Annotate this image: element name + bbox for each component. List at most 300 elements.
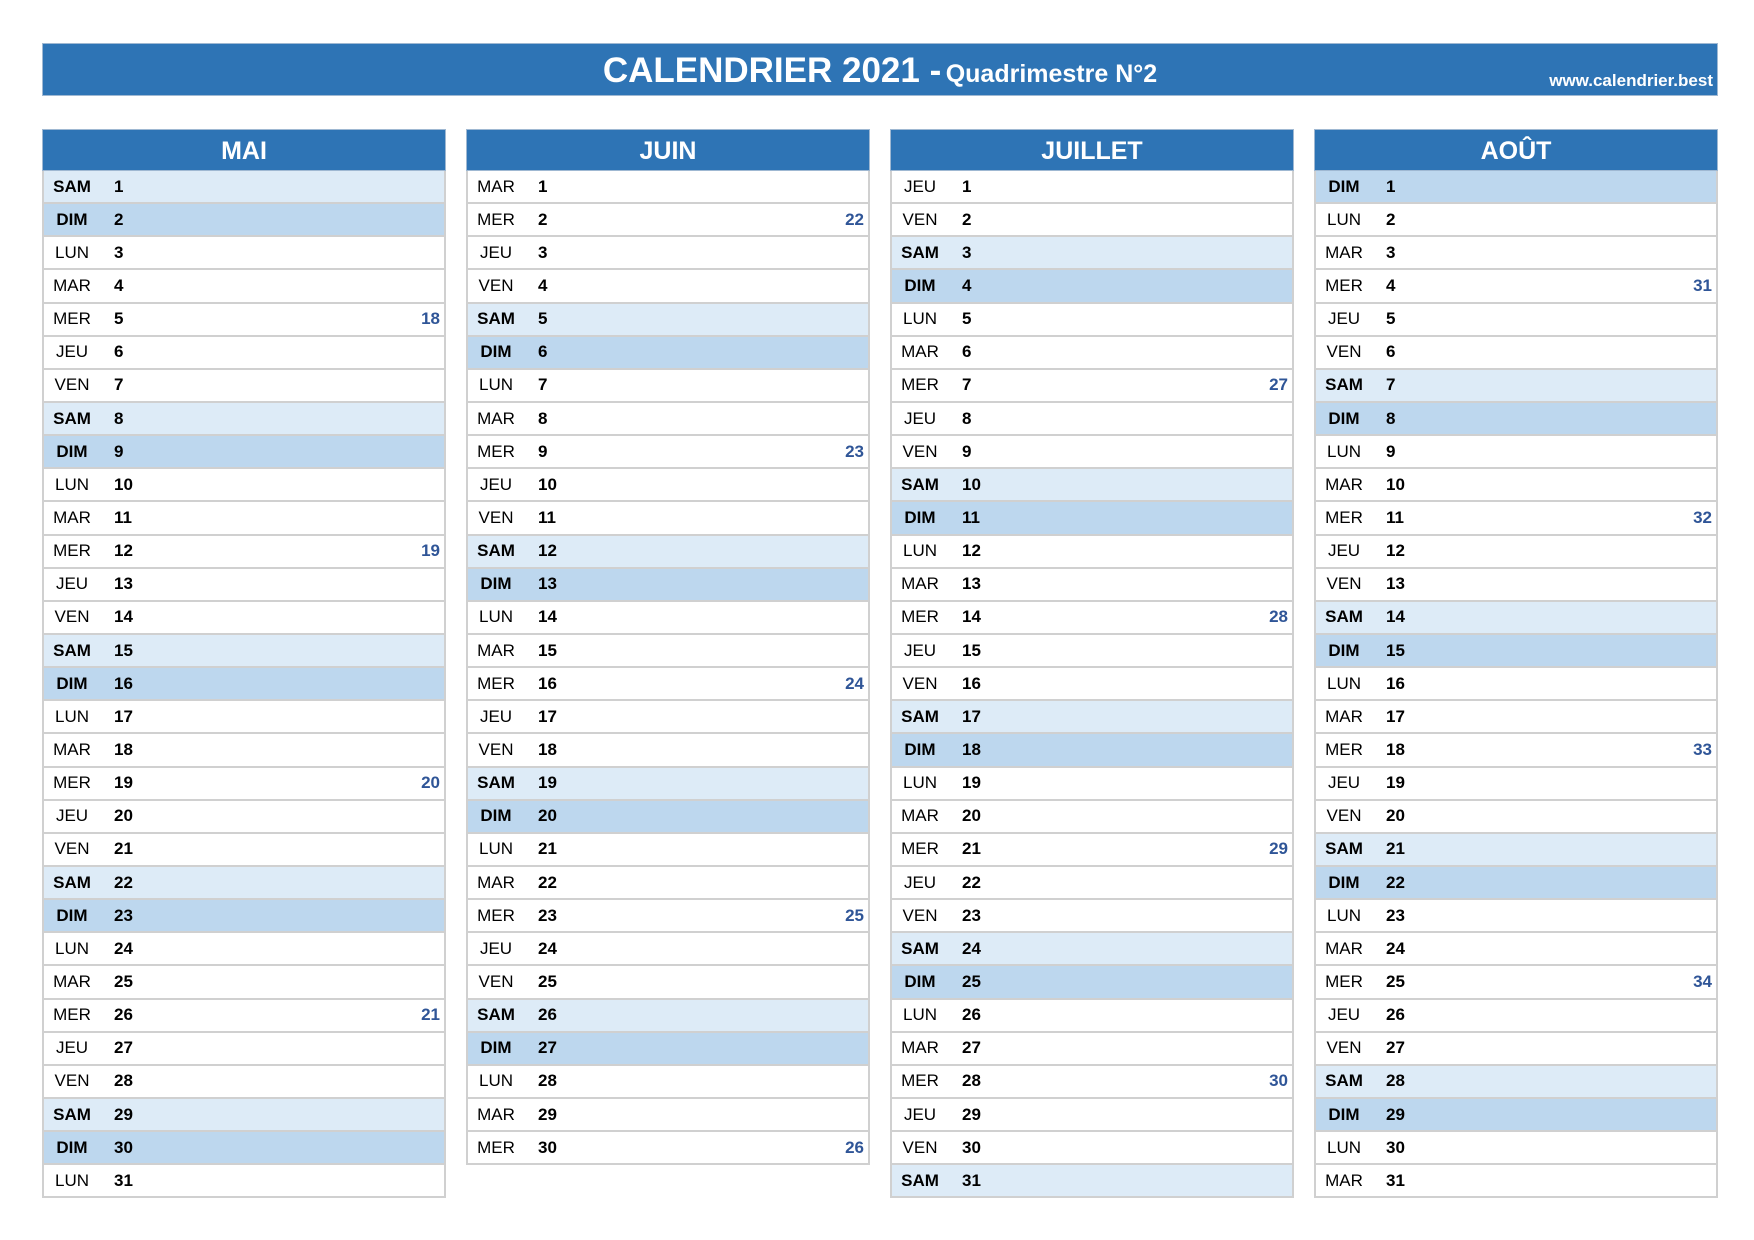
weekday-label: MAR [1325, 1170, 1363, 1190]
month-column-aout [1314, 129, 1718, 1198]
weekday-label: JEU [479, 242, 513, 262]
month-header: AOÛT [1314, 129, 1718, 171]
weekday-label: JEU [1327, 541, 1361, 561]
week-number: 32 [1693, 507, 1712, 527]
weekday-label: LUN [478, 375, 513, 395]
weekday-label: VEN [1326, 1038, 1362, 1058]
weekday-label: MAR [1325, 242, 1363, 262]
day-number: 13 [538, 574, 557, 594]
day-row [890, 1132, 1294, 1165]
weekday-label: DIM [480, 574, 512, 594]
day-number: 6 [114, 342, 124, 362]
day-number: 17 [538, 706, 557, 726]
day-number: 28 [1386, 1071, 1405, 1091]
day-number: 26 [1386, 1005, 1405, 1025]
weekday-label: JEU [1327, 309, 1361, 329]
day-number: 2 [1386, 209, 1396, 229]
day-row [42, 768, 446, 801]
day-number: 7 [538, 375, 548, 395]
weekday-label: SAM [53, 1104, 91, 1124]
weekday-label: DIM [1328, 176, 1360, 196]
day-number: 17 [1386, 706, 1405, 726]
weekday-label: JEU [479, 706, 513, 726]
day-number: 9 [114, 441, 124, 461]
day-number: 18 [1386, 739, 1405, 759]
week-number: 18 [421, 309, 440, 329]
day-number: 29 [114, 1104, 133, 1124]
day-row [42, 1033, 446, 1066]
weekday-label: DIM [56, 1137, 88, 1157]
day-number: 25 [1386, 971, 1405, 991]
day-row [890, 237, 1294, 270]
day-number: 24 [538, 938, 557, 958]
day-number: 1 [538, 176, 548, 196]
day-row [1314, 933, 1718, 966]
day-row [466, 569, 870, 602]
weekday-label: MAR [53, 275, 91, 295]
day-number: 17 [114, 706, 133, 726]
day-number: 31 [1386, 1170, 1405, 1190]
month-column-juin [466, 129, 870, 1165]
day-row [466, 337, 870, 370]
weekday-label: LUN [902, 309, 937, 329]
day-number: 14 [962, 607, 981, 627]
day-number: 3 [538, 242, 548, 262]
day-row [466, 1132, 870, 1165]
week-number: 25 [845, 905, 864, 925]
day-number: 20 [538, 806, 557, 826]
day-row [42, 436, 446, 469]
day-number: 14 [538, 607, 557, 627]
day-row [466, 900, 870, 933]
day-row [890, 867, 1294, 900]
day-number: 22 [962, 872, 981, 892]
weekday-label: SAM [477, 309, 515, 329]
day-row [466, 768, 870, 801]
weekday-label: JEU [903, 176, 937, 196]
weekday-label: JEU [903, 408, 937, 428]
day-number: 3 [1386, 242, 1396, 262]
weekday-label: LUN [1326, 673, 1361, 693]
day-row [42, 900, 446, 933]
day-row [1314, 270, 1718, 303]
day-number: 21 [1386, 839, 1405, 859]
week-number: 34 [1693, 971, 1712, 991]
day-row [466, 1066, 870, 1099]
weekday-label: MER [477, 441, 515, 461]
day-number: 27 [962, 1038, 981, 1058]
day-number: 19 [538, 773, 557, 793]
weekday-label: MER [477, 905, 515, 925]
weekday-label: SAM [477, 1005, 515, 1025]
day-number: 12 [538, 541, 557, 561]
month-header: JUILLET [890, 129, 1294, 171]
weekday-label: JEU [55, 806, 89, 826]
day-row [42, 536, 446, 569]
day-number: 28 [538, 1071, 557, 1091]
weekday-label: VEN [478, 507, 514, 527]
day-row [890, 536, 1294, 569]
day-number: 11 [538, 507, 556, 527]
day-row [42, 370, 446, 403]
day-number: 3 [114, 242, 124, 262]
day-row [466, 635, 870, 668]
day-row [1314, 403, 1718, 436]
day-number: 8 [538, 408, 548, 428]
weekday-label: DIM [904, 507, 936, 527]
day-row [890, 602, 1294, 635]
month-header: JUIN [466, 129, 870, 171]
day-number: 26 [538, 1005, 557, 1025]
day-row [466, 867, 870, 900]
day-number: 30 [538, 1137, 557, 1157]
day-number: 25 [114, 971, 133, 991]
day-number: 6 [1386, 342, 1396, 362]
week-number: 31 [1693, 275, 1712, 295]
weekday-label: MER [1325, 739, 1363, 759]
weekday-label: VEN [54, 375, 90, 395]
weekday-label: DIM [480, 342, 512, 362]
weekday-label: JEU [479, 938, 513, 958]
day-number: 4 [1386, 275, 1396, 295]
day-row [1314, 436, 1718, 469]
weekday-label: JEU [1327, 773, 1361, 793]
weekday-label: LUN [54, 474, 89, 494]
weekday-label: VEN [478, 275, 514, 295]
day-number: 4 [538, 275, 548, 295]
day-row [890, 469, 1294, 502]
day-row [42, 933, 446, 966]
day-number: 24 [114, 938, 133, 958]
day-row [42, 569, 446, 602]
day-number: 26 [962, 1005, 981, 1025]
weekday-label: SAM [901, 1170, 939, 1190]
weekday-label: LUN [478, 607, 513, 627]
day-row [42, 171, 446, 204]
weekday-label: SAM [901, 706, 939, 726]
day-row [1314, 734, 1718, 767]
day-list [466, 171, 870, 1165]
weekday-label: SAM [53, 640, 91, 660]
day-number: 7 [114, 375, 124, 395]
weekday-label: VEN [54, 839, 90, 859]
day-list [1314, 171, 1718, 1198]
day-row [466, 933, 870, 966]
weekday-label: LUN [1326, 209, 1361, 229]
day-row [1314, 900, 1718, 933]
weekday-label: JEU [479, 474, 513, 494]
day-row [890, 834, 1294, 867]
day-row [466, 734, 870, 767]
day-number: 30 [1386, 1137, 1405, 1157]
day-number: 18 [962, 739, 981, 759]
day-number: 28 [114, 1071, 133, 1091]
day-number: 11 [1386, 507, 1404, 527]
day-row [1314, 834, 1718, 867]
weekday-label: MAR [901, 806, 939, 826]
weekday-label: MER [53, 541, 91, 561]
day-row [1314, 1033, 1718, 1066]
day-number: 11 [962, 507, 980, 527]
weekday-label: LUN [54, 938, 89, 958]
day-row [466, 237, 870, 270]
weekday-label: SAM [53, 176, 91, 196]
day-row [466, 502, 870, 535]
day-number: 17 [962, 706, 981, 726]
weekday-label: MER [901, 375, 939, 395]
day-number: 15 [962, 640, 981, 660]
day-number: 10 [1386, 474, 1405, 494]
day-row [890, 1000, 1294, 1033]
weekday-label: VEN [1326, 806, 1362, 826]
day-row [42, 1165, 446, 1198]
day-number: 16 [1386, 673, 1405, 693]
weekday-label: LUN [902, 1005, 937, 1025]
day-number: 14 [1386, 607, 1405, 627]
day-row [1314, 569, 1718, 602]
day-row [890, 337, 1294, 370]
day-number: 8 [114, 408, 124, 428]
day-row [1314, 502, 1718, 535]
weekday-label: VEN [902, 673, 938, 693]
day-number: 19 [1386, 773, 1405, 793]
day-number: 11 [114, 507, 132, 527]
weekday-label: DIM [904, 739, 936, 759]
day-row [466, 701, 870, 734]
day-number: 26 [114, 1005, 133, 1025]
weekday-label: VEN [902, 1137, 938, 1157]
day-row [42, 337, 446, 370]
weekday-label: SAM [1325, 839, 1363, 859]
website-url: www.calendrier.best [1549, 71, 1713, 90]
week-number: 23 [845, 441, 864, 461]
weekday-label: MER [901, 607, 939, 627]
weekday-label: VEN [1326, 574, 1362, 594]
weekday-label: VEN [54, 607, 90, 627]
day-number: 2 [538, 209, 548, 229]
weekday-label: MAR [53, 507, 91, 527]
week-number: 21 [421, 1005, 440, 1025]
day-row [466, 801, 870, 834]
day-row [890, 403, 1294, 436]
day-row [890, 304, 1294, 337]
day-number: 20 [1386, 806, 1405, 826]
week-number: 24 [845, 673, 864, 693]
day-row [42, 734, 446, 767]
weekday-label: DIM [56, 209, 88, 229]
day-number: 29 [1386, 1104, 1405, 1124]
week-number: 26 [845, 1137, 864, 1157]
day-number: 7 [1386, 375, 1396, 395]
day-number: 22 [538, 872, 557, 892]
week-number: 29 [1269, 839, 1288, 859]
day-row [890, 668, 1294, 701]
day-number: 1 [962, 176, 972, 196]
day-row [42, 834, 446, 867]
day-row [1314, 768, 1718, 801]
day-number: 19 [962, 773, 981, 793]
calendar-subtitle: Quadrimestre N°2 [945, 60, 1158, 88]
weekday-label: MAR [901, 342, 939, 362]
weekday-label: DIM [904, 275, 936, 295]
day-number: 5 [962, 309, 972, 329]
day-number: 24 [1386, 938, 1405, 958]
day-number: 2 [962, 209, 972, 229]
weekday-label: MAR [53, 739, 91, 759]
day-row [890, 270, 1294, 303]
week-number: 33 [1693, 739, 1712, 759]
day-number: 16 [538, 673, 557, 693]
day-row [890, 900, 1294, 933]
day-number: 6 [538, 342, 548, 362]
day-number: 31 [962, 1170, 981, 1190]
day-row [42, 237, 446, 270]
day-number: 24 [962, 938, 981, 958]
weekday-label: MAR [477, 408, 515, 428]
day-row [1314, 1000, 1718, 1033]
weekday-label: MAR [1325, 938, 1363, 958]
day-number: 21 [114, 839, 133, 859]
month-column-mai [42, 129, 446, 1198]
day-row [1314, 701, 1718, 734]
day-row [890, 734, 1294, 767]
day-number: 5 [538, 309, 548, 329]
day-number: 6 [962, 342, 972, 362]
weekday-label: SAM [1325, 375, 1363, 395]
day-number: 28 [962, 1071, 981, 1091]
day-row [1314, 171, 1718, 204]
day-number: 15 [538, 640, 557, 660]
day-row [1314, 966, 1718, 999]
day-number: 23 [962, 905, 981, 925]
banner-title [43, 44, 1717, 97]
day-row [42, 867, 446, 900]
day-number: 23 [538, 905, 557, 925]
day-row [1314, 867, 1718, 900]
month-column-juillet [890, 129, 1294, 1198]
day-number: 22 [1386, 872, 1405, 892]
weekday-label: VEN [902, 209, 938, 229]
day-row [890, 933, 1294, 966]
weekday-label: JEU [903, 872, 937, 892]
day-row [1314, 237, 1718, 270]
weekday-label: VEN [478, 739, 514, 759]
weekday-label: SAM [477, 773, 515, 793]
day-row [466, 668, 870, 701]
calendar-banner [42, 43, 1718, 96]
day-row [890, 436, 1294, 469]
day-number: 25 [962, 971, 981, 991]
day-number: 15 [114, 640, 133, 660]
day-number: 23 [1386, 905, 1405, 925]
day-number: 13 [114, 574, 133, 594]
day-row [42, 635, 446, 668]
day-number: 7 [962, 375, 972, 395]
weekday-label: DIM [1328, 408, 1360, 428]
day-row [1314, 536, 1718, 569]
day-number: 16 [114, 673, 133, 693]
day-row [890, 701, 1294, 734]
weekday-label: DIM [480, 1038, 512, 1058]
weekday-label: JEU [903, 1104, 937, 1124]
weekday-label: SAM [53, 408, 91, 428]
weekday-label: MER [477, 209, 515, 229]
day-row [1314, 602, 1718, 635]
day-row [890, 1066, 1294, 1099]
day-row [1314, 1066, 1718, 1099]
day-row [466, 204, 870, 237]
day-number: 19 [114, 773, 133, 793]
day-row [466, 304, 870, 337]
day-number: 27 [1386, 1038, 1405, 1058]
weekday-label: MER [477, 673, 515, 693]
day-number: 9 [962, 441, 972, 461]
weekday-label: LUN [1326, 1137, 1361, 1157]
day-number: 30 [962, 1137, 981, 1157]
day-row [890, 204, 1294, 237]
day-row [42, 469, 446, 502]
day-row [42, 304, 446, 337]
day-row [1314, 635, 1718, 668]
day-row [42, 403, 446, 436]
day-row [466, 403, 870, 436]
weekday-label: LUN [478, 1071, 513, 1091]
day-number: 27 [114, 1038, 133, 1058]
day-row [1314, 469, 1718, 502]
weekday-label: SAM [1325, 1071, 1363, 1091]
day-row [42, 801, 446, 834]
day-number: 4 [962, 275, 972, 295]
day-row [466, 1099, 870, 1132]
weekday-label: MER [53, 309, 91, 329]
day-row [466, 1033, 870, 1066]
day-number: 25 [538, 971, 557, 991]
day-number: 1 [114, 176, 124, 196]
day-row [466, 834, 870, 867]
weekday-label: JEU [55, 574, 89, 594]
day-number: 10 [962, 474, 981, 494]
day-row [42, 966, 446, 999]
day-number: 23 [114, 905, 133, 925]
weekday-label: LUN [478, 839, 513, 859]
weekday-label: DIM [56, 673, 88, 693]
weekday-label: DIM [1328, 640, 1360, 660]
day-list [42, 171, 446, 1198]
weekday-label: SAM [53, 872, 91, 892]
weekday-label: MER [901, 1071, 939, 1091]
day-row [890, 966, 1294, 999]
weekday-label: DIM [480, 806, 512, 826]
day-number: 5 [114, 309, 124, 329]
day-number: 29 [962, 1104, 981, 1124]
weekday-label: LUN [54, 242, 89, 262]
day-number: 20 [114, 806, 133, 826]
day-number: 27 [538, 1038, 557, 1058]
day-number: 14 [114, 607, 133, 627]
day-number: 22 [114, 872, 133, 892]
day-number: 12 [114, 541, 133, 561]
weekday-label: MER [1325, 971, 1363, 991]
weekday-label: LUN [54, 1170, 89, 1190]
weekday-label: JEU [55, 1038, 89, 1058]
day-row [42, 1132, 446, 1165]
weekday-label: LUN [902, 773, 937, 793]
day-row [890, 635, 1294, 668]
day-row [890, 370, 1294, 403]
weekday-label: JEU [903, 640, 937, 660]
day-row [466, 436, 870, 469]
day-number: 18 [538, 739, 557, 759]
